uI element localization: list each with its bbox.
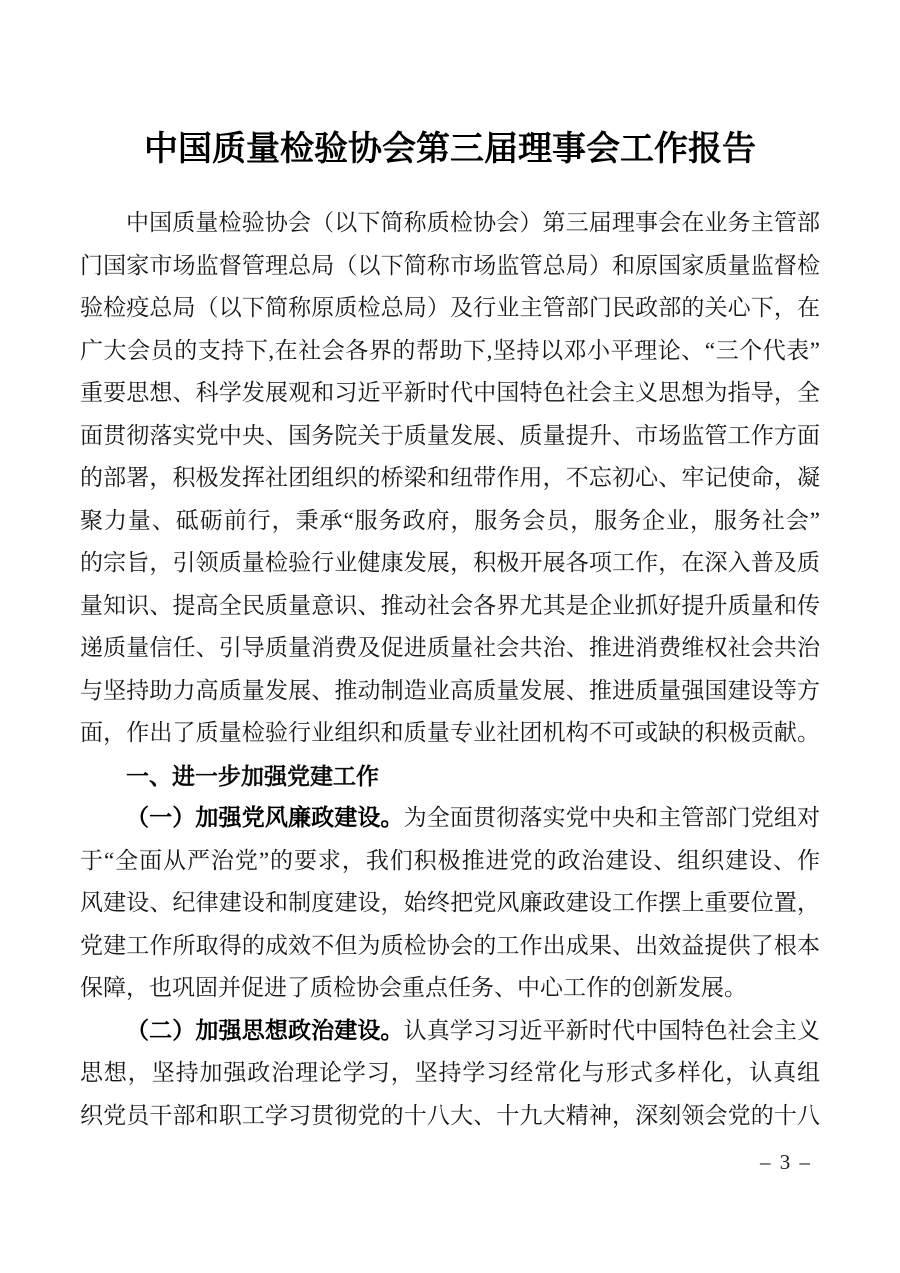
subsection-lead-rest: 认真学习习近平新时代中国特色社会主义	[403, 1017, 820, 1043]
body-line: 中国质量检验协会（以下简称质检协会）第三届理事会在业务主管部	[126, 210, 820, 235]
body-line: 与坚持助力高质量发展、推动制造业高质量发展、推进质量强国建设等方	[80, 677, 820, 703]
body-line: 保障，也巩固并促进了质检协会重点任务、中心工作的创新发展。	[80, 975, 747, 1000]
subsection-lead: （二）加强思想政治建设。	[126, 1017, 404, 1043]
body-line: 聚力量、砥砺前行，秉承“服务政府，服务会员，服务企业，服务社会”	[80, 507, 820, 533]
subsection-lead-rest: 为全面贯彻落实党中央和主管部门党组对	[403, 805, 820, 830]
body-line: 门国家市场监督管理总局（以下简称市场监管总局）和原国家质量监督检	[80, 252, 820, 278]
document-body	[80, 202, 820, 1137]
body-line: 重要思想、科学发展观和习近平新时代中国特色社会主义思想为指导，全	[80, 380, 820, 405]
body-line: 递质量信任、引导质量消费及促进质量社会共治、推进消费维权社会共治	[80, 635, 820, 660]
body-line: 党建工作所取得的成效不但为质检协会的工作出成果、出效益提供了根本	[80, 932, 820, 958]
body-line: 量知识、提高全民质量意识、推动社会各界尤其是企业抓好提升质量和传	[80, 592, 820, 618]
section-heading: 一、进一步加强党建工作	[126, 762, 379, 789]
body-line: 广大会员的支持下,在社会各界的帮助下,坚持以邓小平理论、“三个代表”	[80, 337, 820, 363]
body-line: 织党员干部和职工学习贯彻党的十八大、十九大精神，深刻领会党的十八	[80, 1102, 820, 1128]
page-title: 中国质量检验协会第三届理事会工作报告	[144, 130, 756, 168]
body-line: 风建设、纪律建设和制度建设，始终把党风廉政建设工作摆上重要位置，	[80, 890, 820, 915]
body-line: 面贯彻落实党中央、国务院关于质量发展、质量提升、市场监管工作方面	[80, 422, 820, 448]
body-line: 的宗旨，引领质量检验行业健康发展，积极开展各项工作，在深入普及质	[80, 550, 820, 575]
body-line: 验检疫总局（以下简称原质检总局）及行业主管部门民政部的关心下，在	[80, 295, 820, 320]
body-line: 的部署，积极发挥社团组织的桥梁和纽带作用，不忘初心、牢记使命，凝	[80, 465, 820, 490]
body-line: 思想，坚持加强政治理论学习，坚持学习经常化与形式多样化，认真组	[80, 1060, 820, 1085]
body-line	[80, 1010, 820, 1053]
body-line: 面，作出了质量检验行业组织和质量专业社团机构不可或缺的积极贡献。	[80, 720, 820, 745]
body-line: 于“全面从严治党”的要求，我们积极推进党的政治建设、组织建设、作	[80, 847, 820, 873]
subsection-lead: （一）加强党风廉政建设。	[126, 805, 404, 830]
body-line	[80, 797, 820, 840]
page-number: – 3 –	[760, 1150, 812, 1174]
